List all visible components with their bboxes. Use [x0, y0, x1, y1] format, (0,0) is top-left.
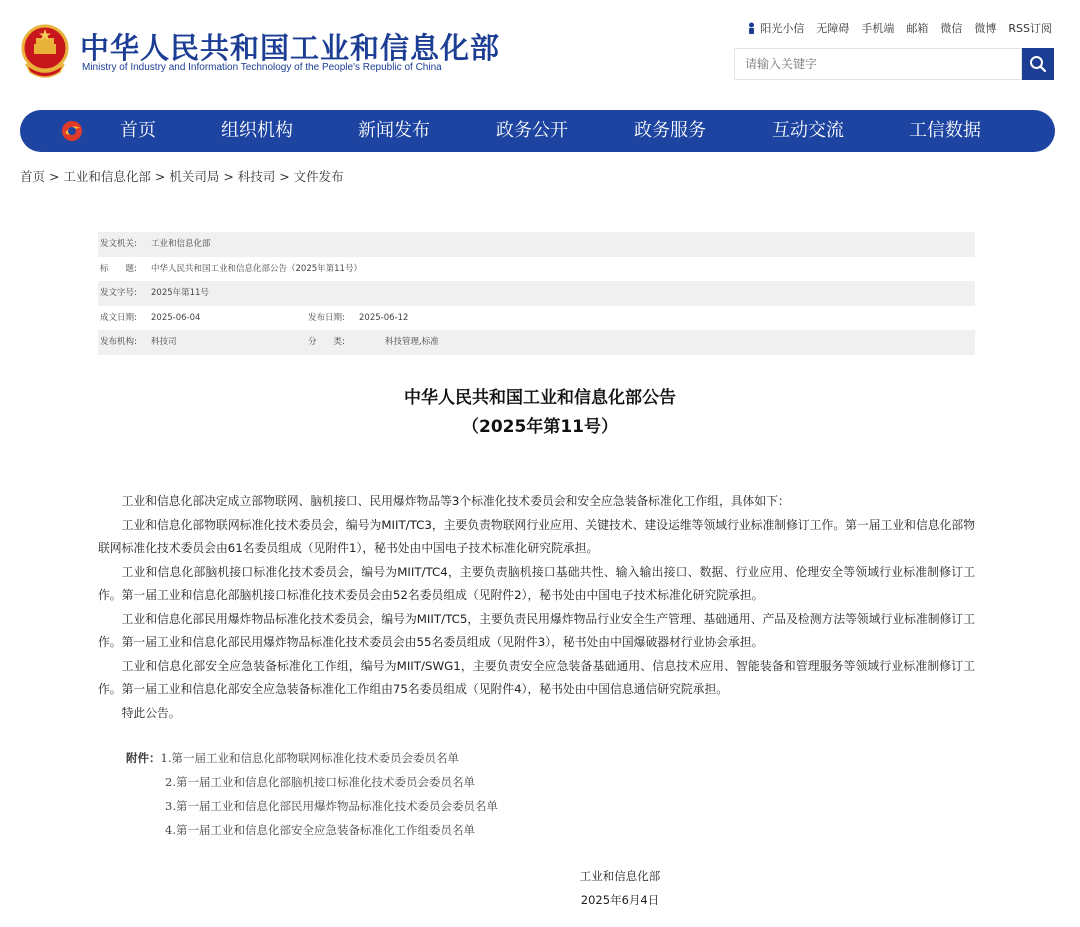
body-paragraph: 工业和信息化部安全应急装备标准化工作组，编号为MIIT/SWG1，主要负责安全应急装备基础通用、信息技术应用、智能装备和管理服务等领域行业标准制修订工作。第一届工业和信息化部安全应急装备标准化工作组由75名委员组成（见附件4），秘书处由中国信息通信研究院承担。	[98, 658, 975, 696]
attachment-1[interactable]	[126, 750, 459, 766]
meta-value: 中华人民共和国工业和信息化部公告（2025年第11号）	[151, 263, 362, 274]
nav-home[interactable]: 首页	[120, 120, 156, 141]
site-title[interactable]: 中华人民共和国工业和信息化部	[80, 31, 501, 65]
top-link-weibo[interactable]: 微博	[974, 22, 997, 35]
meta-value: 科技司	[151, 337, 177, 347]
breadcrumb[interactable]: 首页 > 工业和信息化部 > 机关司局 > 科技司 > 文件发布	[20, 169, 344, 184]
search-input[interactable]	[734, 48, 1022, 80]
body-paragraph: 工业和信息化部物联网标准化技术委员会，编号为MIIT/TC3，主要负责物联网行业应用、关键技术、建设运维等领域行业标准制修订工作。第一届工业和信息化部物联网标准化技术委员会由61名委员组成（见附件1），秘书处由中国电子技术标准化研究院承担。	[98, 517, 975, 555]
national-emblem-icon	[20, 24, 70, 78]
top-link-sunshine[interactable]	[747, 20, 804, 36]
body-paragraph: 工业和信息化部脑机接口标准化技术委员会，编号为MIIT/TC4，主要负责脑机接口基础共性、输入输出接口、数据、行业应用、伦理安全等领域行业标准制修订工作。第一届工业和信息化部脑机接口标准化技术委员会由52名委员组成（见附件2），秘书处由中国电子技术标准化研究院承担。	[98, 564, 975, 602]
site-subtitle: Ministry of Industry and Information Technology of the People's Republic of China	[82, 62, 442, 73]
body-paragraph: 工业和信息化部民用爆炸物品标准化技术委员会，编号为MIIT/TC5，主要负责民用爆炸物品行业安全生产管理、基础通用、产品及检测方法等领域行业标准制修订工作。第一届工业和信息化部民用爆炸物品标准化技术委员会由55名委员组成（见附件3），秘书处由中国爆破器材行业协会承担。	[98, 611, 975, 649]
nav-organization[interactable]: 组织机构	[221, 120, 293, 141]
attachment-2[interactable]: 2.第一届工业和信息化部脑机接口标准化技术委员会委员名单	[165, 775, 475, 789]
search-icon	[1029, 55, 1047, 73]
document-metadata	[98, 232, 975, 355]
top-link-wechat[interactable]: 微信	[940, 22, 963, 35]
top-link-mail[interactable]: 邮箱	[906, 22, 929, 35]
meta-label: 分 类:	[308, 337, 345, 347]
nav-public-affairs[interactable]: 政务公开	[496, 120, 568, 141]
body-paragraph: 特此公告。	[121, 705, 181, 720]
meta-row-org	[98, 330, 975, 355]
meta-label: 发文字号:	[100, 288, 137, 298]
nav-data[interactable]: 工信数据	[909, 120, 981, 141]
document-title: 中华人民共和国工业和信息化部公告	[404, 388, 676, 408]
meta-value: 2025-06-12	[359, 312, 409, 323]
attachments-label: 附件：	[126, 751, 161, 765]
signature-date: 2025年6月4日	[580, 893, 660, 907]
attachment-3[interactable]: 3.第一届工业和信息化部民用爆炸物品标准化技术委员会委员名单	[165, 799, 498, 813]
nav-logo-icon	[60, 119, 84, 143]
meta-value: 2025-06-04	[151, 312, 201, 323]
top-links	[747, 20, 1052, 36]
meta-value: 科技管理,标准	[385, 337, 439, 347]
main-nav	[20, 110, 1055, 152]
top-link-accessibility[interactable]: 无障碍	[816, 22, 850, 35]
top-link-rss[interactable]: RSS订阅	[1008, 22, 1052, 35]
document-number: （2025年第11号）	[462, 417, 618, 437]
nav-services[interactable]: 政务服务	[634, 120, 706, 141]
meta-value: 2025年第11号	[151, 288, 209, 298]
meta-label: 发文机关:	[100, 239, 137, 249]
meta-label: 发布机构:	[100, 337, 137, 347]
signature-org: 工业和信息化部	[579, 869, 661, 883]
nav-interaction[interactable]: 互动交流	[772, 120, 844, 141]
meta-row-docno	[98, 281, 975, 306]
meta-row-issuer	[98, 232, 975, 257]
attachment-link[interactable]: 1.第一届工业和信息化部物联网标准化技术委员会委员名单	[160, 751, 459, 765]
person-icon	[747, 22, 756, 34]
meta-row-dates	[98, 306, 975, 331]
top-link-label: 阳光小信	[760, 22, 805, 35]
meta-label: 成文日期:	[100, 312, 137, 323]
meta-label: 标 题:	[100, 263, 137, 274]
nav-news[interactable]: 新闻发布	[358, 120, 430, 141]
body-paragraph: 工业和信息化部决定成立部物联网、脑机接口、民用爆炸物品等3个标准化技术委员会和安全应急装备标准化工作组，具体如下：	[121, 494, 790, 508]
attachment-4[interactable]: 4.第一届工业和信息化部安全应急装备标准化工作组委员名单	[165, 823, 475, 837]
document-body	[98, 490, 975, 725]
meta-value: 工业和信息化部	[151, 239, 211, 249]
meta-label: 发布日期:	[308, 312, 345, 323]
top-link-mobile[interactable]: 手机端	[861, 22, 895, 35]
meta-row-title	[98, 257, 975, 282]
search-button[interactable]	[1022, 48, 1054, 80]
